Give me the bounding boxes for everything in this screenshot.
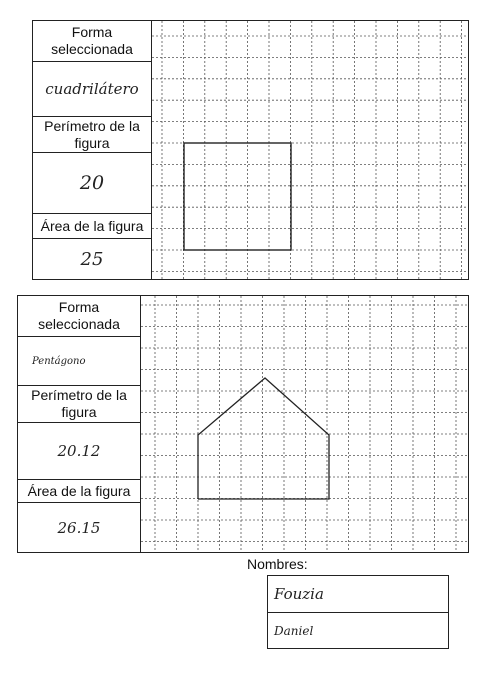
perimeter-value: 20.12 xyxy=(57,442,101,460)
name-row-2 xyxy=(268,613,448,648)
shape-label-cell xyxy=(18,296,140,337)
shape-label: Forma seleccionada xyxy=(38,299,120,332)
drawn-square xyxy=(184,143,291,250)
info-column-2 xyxy=(18,296,141,552)
area-label: Área de la figura xyxy=(27,482,131,499)
area-label-cell xyxy=(18,480,140,503)
area-label-cell xyxy=(33,214,151,239)
shape-value: Pentágono xyxy=(32,355,86,367)
dotted-grid-1 xyxy=(152,21,468,279)
perimeter-label-cell xyxy=(33,117,151,153)
worksheet-panel-1 xyxy=(32,20,469,280)
shape-label: Forma seleccionada xyxy=(51,24,133,57)
grid-lines xyxy=(152,21,468,279)
area-label: Área de la figura xyxy=(40,217,144,234)
drawn-pentagon xyxy=(198,378,329,499)
name-row-1 xyxy=(268,576,448,613)
names-box xyxy=(267,575,449,649)
shape-value: cuadrilátero xyxy=(45,80,139,98)
name-2: Daniel xyxy=(274,623,314,638)
perimeter-label-cell xyxy=(18,386,140,423)
perimeter-label: Perímetro de la figura xyxy=(44,117,140,151)
area-value-cell xyxy=(18,503,140,552)
shape-value-cell xyxy=(18,337,140,386)
area-value-cell xyxy=(33,239,151,279)
area-value: 25 xyxy=(80,248,104,270)
perimeter-value: 20 xyxy=(79,172,105,194)
names-title: Nombres: xyxy=(247,556,308,572)
worksheet-panel-2 xyxy=(17,295,469,553)
shape-label-cell xyxy=(33,21,151,62)
drawing-grid-1 xyxy=(152,21,468,279)
perimeter-value-cell xyxy=(33,153,151,214)
shape-value-cell xyxy=(33,62,151,117)
grid-lines xyxy=(141,296,468,552)
drawing-grid-2 xyxy=(141,296,468,552)
info-column-1 xyxy=(33,21,152,279)
name-1: Fouzia xyxy=(274,585,324,603)
area-value: 26.15 xyxy=(57,518,101,537)
perimeter-value-cell xyxy=(18,423,140,480)
dotted-grid-2 xyxy=(141,296,468,552)
perimeter-label: Perímetro de la figura xyxy=(31,387,127,420)
